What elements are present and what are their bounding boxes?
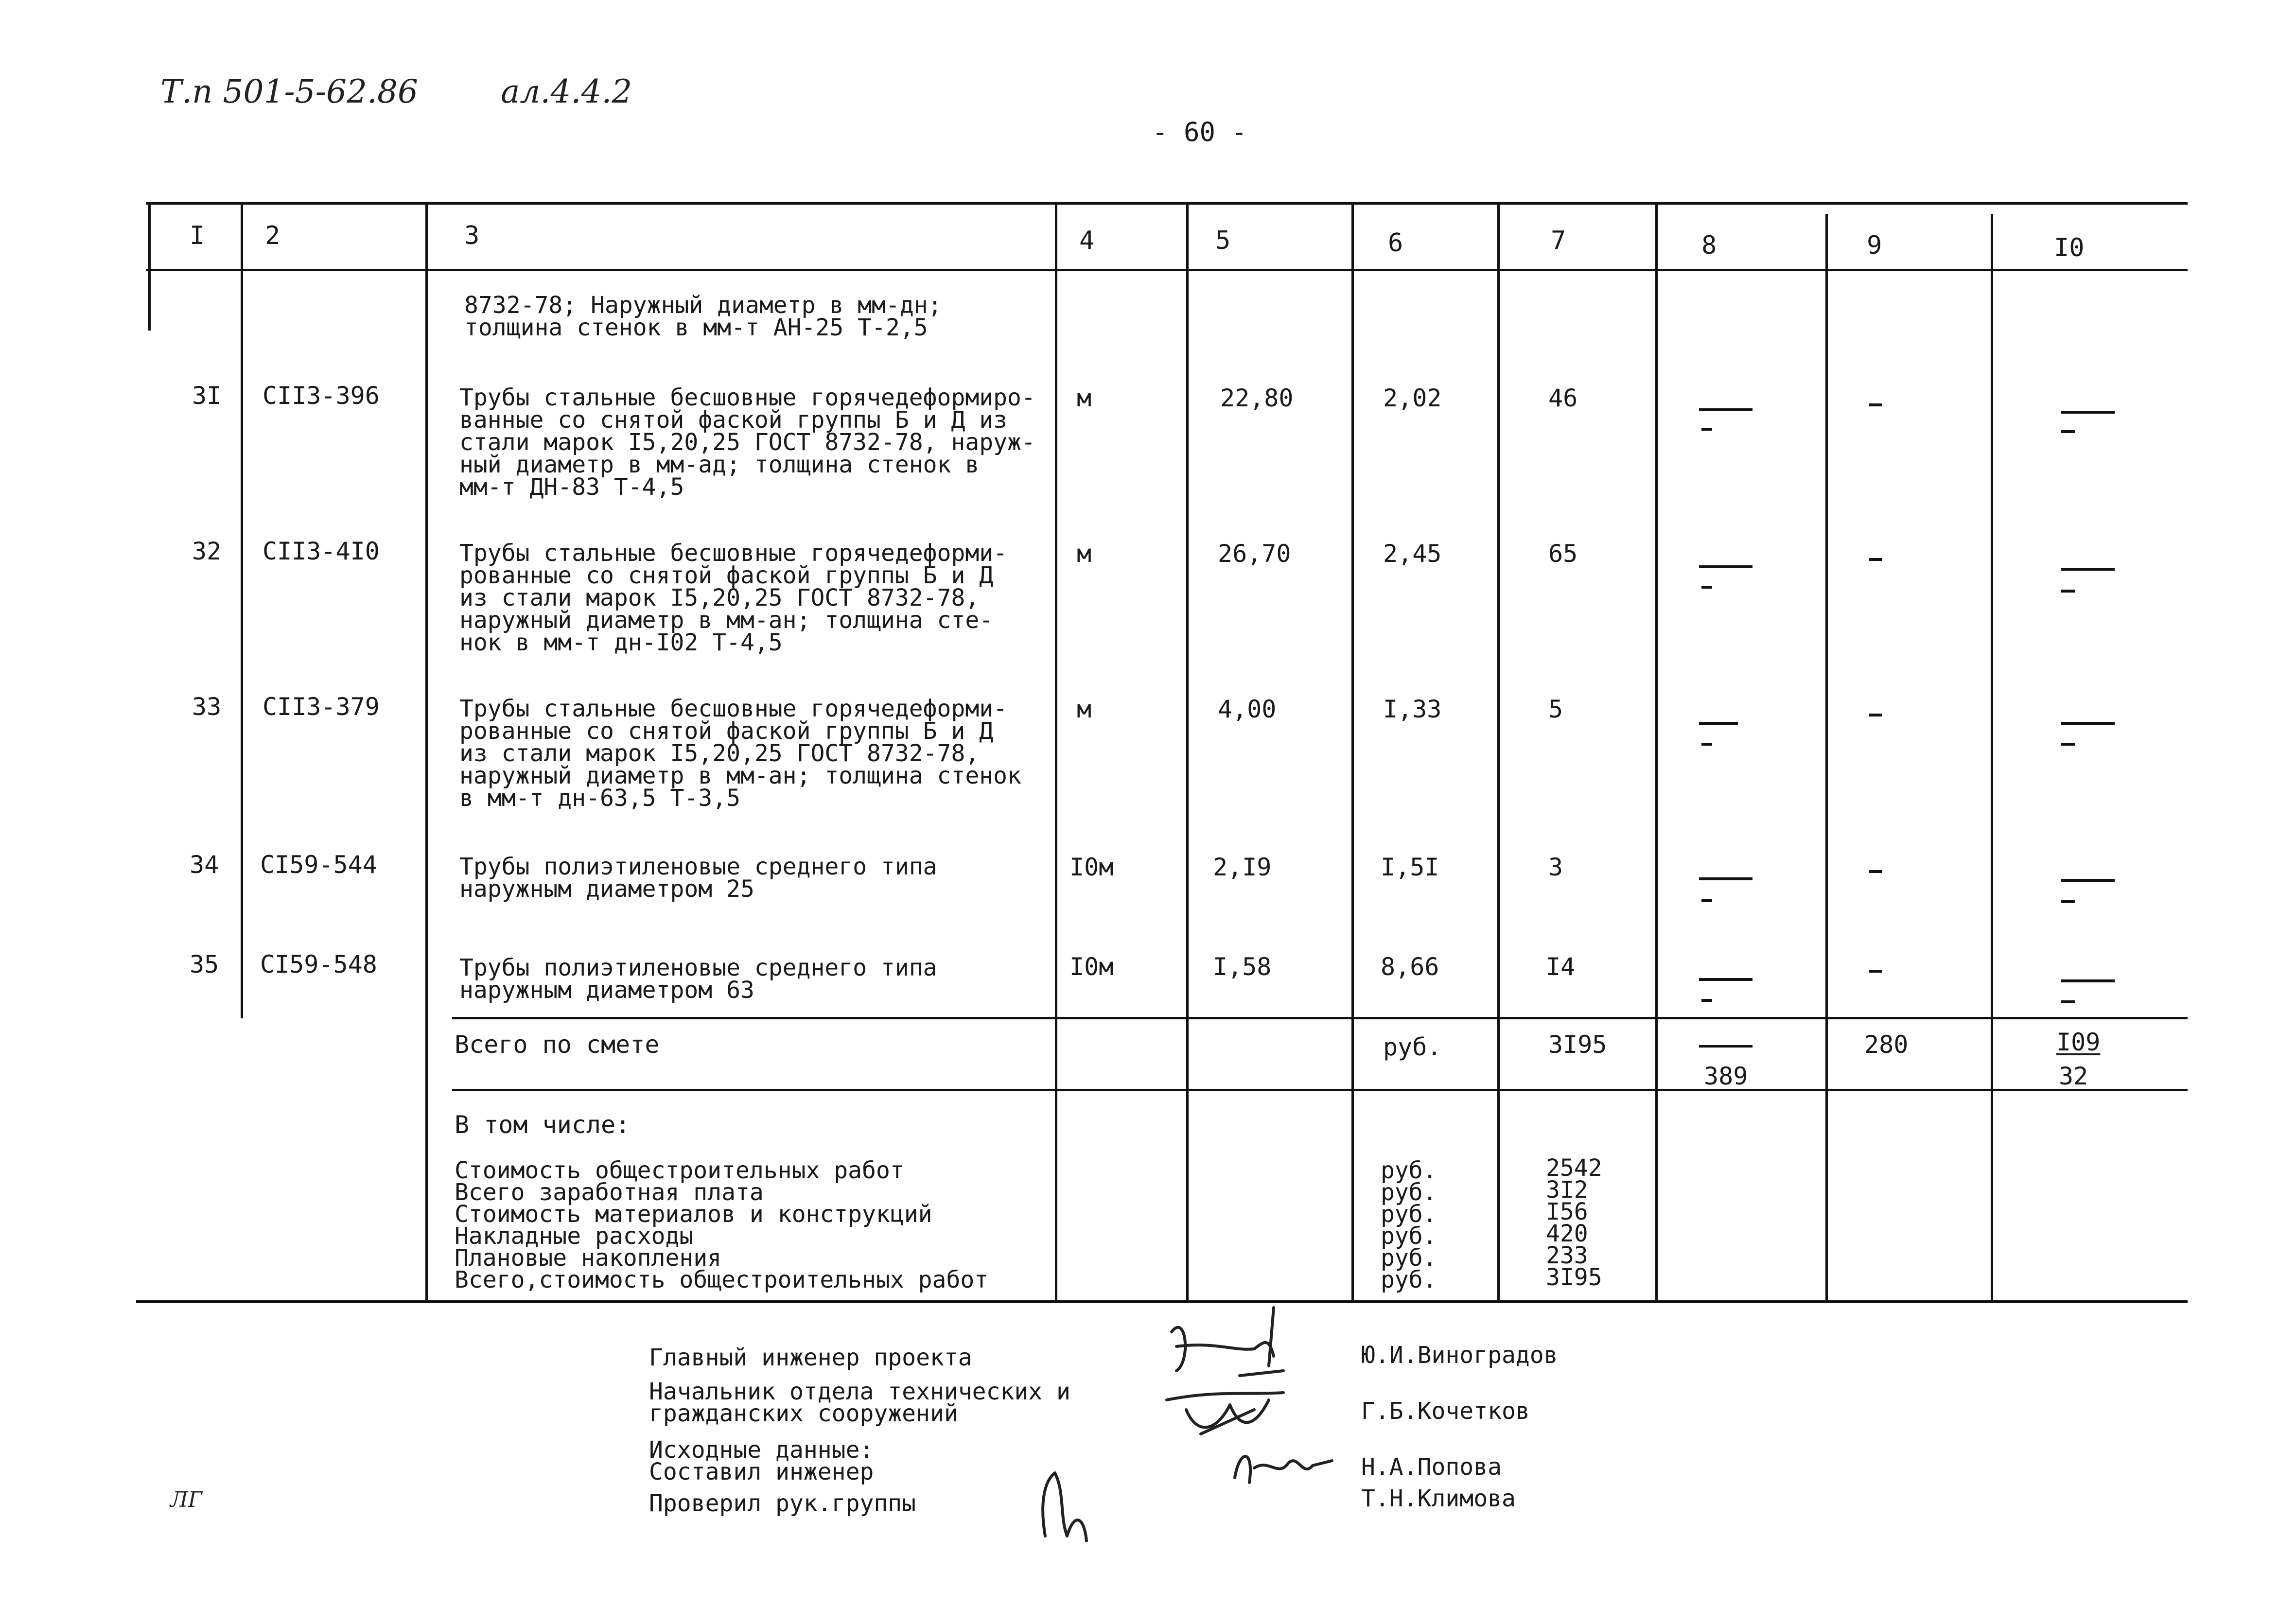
breakdown-value: 420 <box>1546 1220 1588 1247</box>
row-description-line: Трубы полиэтиленовые среднего типа <box>459 853 937 880</box>
row-col7: 5 <box>1548 695 1563 723</box>
breakdown-unit: руб. <box>1381 1201 1437 1228</box>
row-col8-dash <box>1701 586 1712 589</box>
total-col8-fraction-line <box>1699 1045 1753 1048</box>
total-col9: 280 <box>1864 1031 1909 1059</box>
breakdown-label: Всего,стоимость общестроительных работ <box>455 1266 989 1293</box>
col-border-9 <box>1991 214 1993 1303</box>
col-border-3 <box>1055 202 1057 1301</box>
chief-engineer-title: Главный инженер проекта <box>649 1344 972 1371</box>
row-col10-dash <box>2061 900 2075 903</box>
breakdown-value: 2542 <box>1546 1154 1602 1182</box>
row-col10-dash <box>2061 979 2115 982</box>
col-border-5 <box>1351 202 1354 1301</box>
row-description-line: в мм-т дн-63,5 Т-3,5 <box>459 785 740 812</box>
total-top-border <box>452 1017 2188 1019</box>
row-col6: 2,02 <box>1383 384 1442 412</box>
continuation-text: 8732-78; Наружный диаметр в мм-дн; толщина стенок в мм-т АН-25 Т-2,5 <box>464 292 942 341</box>
breakdown-label: Всего заработная плата <box>455 1179 764 1206</box>
breakdown-unit: руб. <box>1381 1244 1437 1272</box>
row-col6: 8,66 <box>1381 953 1439 981</box>
row-description-line: Трубы полиэтиленовые среднего типа <box>459 954 937 981</box>
column-header: I <box>190 221 205 250</box>
row-col7: 3 <box>1548 853 1563 881</box>
row-description-line: ванные со снятой фаской группы Б и Д из <box>459 406 1008 434</box>
margin-mark: ЛГ <box>170 1487 202 1512</box>
row-col5: 2,I9 <box>1213 853 1272 881</box>
row-col10-dash <box>2061 411 2115 414</box>
row-number: 35 <box>190 950 219 978</box>
column-header: 4 <box>1079 226 1095 255</box>
breakdown-label: Стоимость материалов и конструкций <box>455 1201 932 1228</box>
row-number: 32 <box>192 537 222 565</box>
row-col10-dash <box>2061 879 2115 882</box>
row-number: 34 <box>190 851 219 879</box>
compiled-by-title: Составил инженер <box>649 1458 874 1485</box>
row-col6: I,33 <box>1383 695 1442 723</box>
row-col10-dash <box>2061 743 2075 746</box>
row-description-line: ный диаметр в мм-ад; толщина стенок в <box>459 451 980 478</box>
row-code: СII3-379 <box>263 693 380 721</box>
column-header: 2 <box>265 221 280 250</box>
row-description-line: рованные со снятой фаской группы Б и Д <box>459 562 994 589</box>
checked-by-title: Проверил рук.группы <box>649 1490 916 1517</box>
row-description-line: Трубы стальные бесшовные горячедеформи- <box>459 540 1008 567</box>
page-number: - 60 - <box>1152 117 1247 147</box>
row-col5: 22,80 <box>1220 384 1294 412</box>
row-unit: м <box>1077 384 1092 412</box>
row-unit: I0м <box>1069 953 1114 981</box>
row-col5: 4,00 <box>1218 695 1277 723</box>
row-col7: I4 <box>1546 953 1576 981</box>
row-col8-dash <box>1701 428 1712 431</box>
row-col5: 26,70 <box>1218 540 1291 568</box>
chief-engineer-signature <box>1157 1303 1313 1385</box>
row-col9-dash <box>1869 403 1882 406</box>
row-number: 3I <box>192 382 222 410</box>
col-border-6 <box>1497 202 1500 1301</box>
dept-head-title: Начальник отдела технических и <box>649 1378 1070 1405</box>
document-code: Т.п 501-5-62.86 <box>160 73 418 110</box>
row-col6: I,5I <box>1381 853 1439 881</box>
col-border-4 <box>1186 202 1189 1301</box>
row-code: СI59-544 <box>260 851 377 879</box>
dept-head-title: гражданских сооружений <box>649 1400 958 1427</box>
total-label: Всего по смете <box>455 1031 660 1059</box>
compiled-by-signature <box>1225 1439 1342 1492</box>
total-col10-bottom: 32 <box>2059 1062 2088 1090</box>
row-code: СI59-548 <box>260 950 377 978</box>
checked-by-name: Т.Н.Климова <box>1361 1485 1516 1512</box>
row-col8-dash <box>1699 408 1753 411</box>
breakdown-label: Плановые накопления <box>455 1244 722 1272</box>
col-border-8 <box>1825 214 1828 1303</box>
row-description-line: из стали марок I5,20,25 ГОСТ 8732-78, <box>459 584 980 611</box>
row-col9-dash <box>1869 870 1882 873</box>
column-header: 5 <box>1215 226 1231 255</box>
row-code: СII3-4I0 <box>263 537 380 565</box>
column-header: 6 <box>1388 228 1403 258</box>
row-col8-dash <box>1701 899 1712 902</box>
total-unit: руб. <box>1383 1033 1442 1061</box>
row-col9-dash <box>1869 970 1882 973</box>
row-description-line: наружный диаметр в мм-ан; толщина стенок <box>459 762 1021 789</box>
row-description-line: Трубы стальные бесшовные горячедеформиро- <box>459 384 1035 411</box>
total-col8-bottom: 389 <box>1704 1062 1748 1090</box>
breakdown-unit: руб. <box>1381 1266 1437 1293</box>
row-description-line: рованные со снятой фаской группы Б и Д <box>459 717 994 745</box>
row-code: СII3-396 <box>263 382 380 410</box>
compiled-by-name: Н.А.Попова <box>1361 1453 1502 1481</box>
row-col8-dash <box>1699 978 1753 981</box>
table-top-border <box>146 202 2188 205</box>
source-data-label: Исходные данные: <box>649 1436 874 1464</box>
col-border-left <box>148 202 151 331</box>
row-col10-dash <box>2061 1000 2075 1003</box>
row-description-line: из стали марок I5,20,25 ГОСТ 8732-78, <box>459 740 980 767</box>
breakdown-unit: руб. <box>1381 1179 1437 1206</box>
row-number: 33 <box>192 693 222 721</box>
row-col8-dash <box>1699 722 1738 725</box>
row-col5: I,58 <box>1213 953 1272 981</box>
row-col8-dash <box>1701 999 1712 1002</box>
dept-head-name: Г.Б.Кочетков <box>1361 1397 1530 1425</box>
row-unit: м <box>1077 540 1092 568</box>
breakdown-value: 233 <box>1546 1242 1588 1269</box>
row-unit: I0м <box>1069 853 1114 881</box>
row-col10-dash <box>2061 590 2075 593</box>
row-description-line: нок в мм-т дн-I02 Т-4,5 <box>459 629 783 656</box>
row-description-line: стали марок I5,20,25 ГОСТ 8732-78, наруж- <box>459 429 1035 456</box>
column-header: I0 <box>2054 233 2085 262</box>
dept-head-signature <box>1157 1380 1303 1444</box>
breakdown-label: Стоимость общестроительных работ <box>455 1157 904 1184</box>
column-header: 9 <box>1867 231 1882 260</box>
col-border-2 <box>425 202 428 1301</box>
total-value: 3I95 <box>1548 1031 1607 1059</box>
breakdown-value: 3I95 <box>1546 1264 1602 1291</box>
row-col6: 2,45 <box>1383 540 1442 568</box>
breakdown-value: I56 <box>1546 1198 1588 1225</box>
column-header: 8 <box>1701 231 1717 260</box>
breakdown-value: 3I2 <box>1546 1176 1588 1204</box>
col-border-7 <box>1655 202 1658 1301</box>
row-description-line: наружным диаметром 25 <box>459 875 754 903</box>
row-col10-dash <box>2061 568 2115 571</box>
breakdown-unit: руб. <box>1381 1157 1437 1184</box>
breakdown-heading: В том числе: <box>455 1111 631 1139</box>
row-description-line: Трубы стальные бесшовные горячедеформи- <box>459 695 1008 722</box>
total-col10-top: I09 <box>2056 1028 2101 1056</box>
chief-engineer-name: Ю.И.Виноградов <box>1361 1342 1558 1369</box>
col-border-1 <box>241 202 243 1018</box>
checked-by-signature <box>1031 1463 1104 1546</box>
row-description-line: мм-т ДН-83 Т-4,5 <box>459 473 684 501</box>
column-header: 3 <box>464 221 480 250</box>
total-bottom-border <box>452 1089 2188 1091</box>
row-col10-dash <box>2061 430 2075 433</box>
row-col9-dash <box>1869 714 1882 716</box>
row-col8-dash <box>1699 877 1753 880</box>
column-header: 7 <box>1551 226 1566 255</box>
breakdown-label: Накладные расходы <box>455 1223 694 1250</box>
row-col10-dash <box>2061 722 2115 725</box>
album-reference: ал.4.4.2 <box>501 73 632 110</box>
row-unit: м <box>1077 695 1092 723</box>
header-bottom-border <box>146 269 2188 271</box>
row-description-line: наружный диаметр в мм-ан; толщина сте- <box>459 607 994 634</box>
row-col7: 46 <box>1548 384 1578 412</box>
row-col7: 65 <box>1548 540 1578 568</box>
row-description-line: наружным диаметром 63 <box>459 977 754 1004</box>
row-col8-dash <box>1701 743 1712 746</box>
breakdown-unit: руб. <box>1381 1223 1437 1250</box>
row-col8-dash <box>1699 565 1753 568</box>
row-col9-dash <box>1869 558 1882 561</box>
